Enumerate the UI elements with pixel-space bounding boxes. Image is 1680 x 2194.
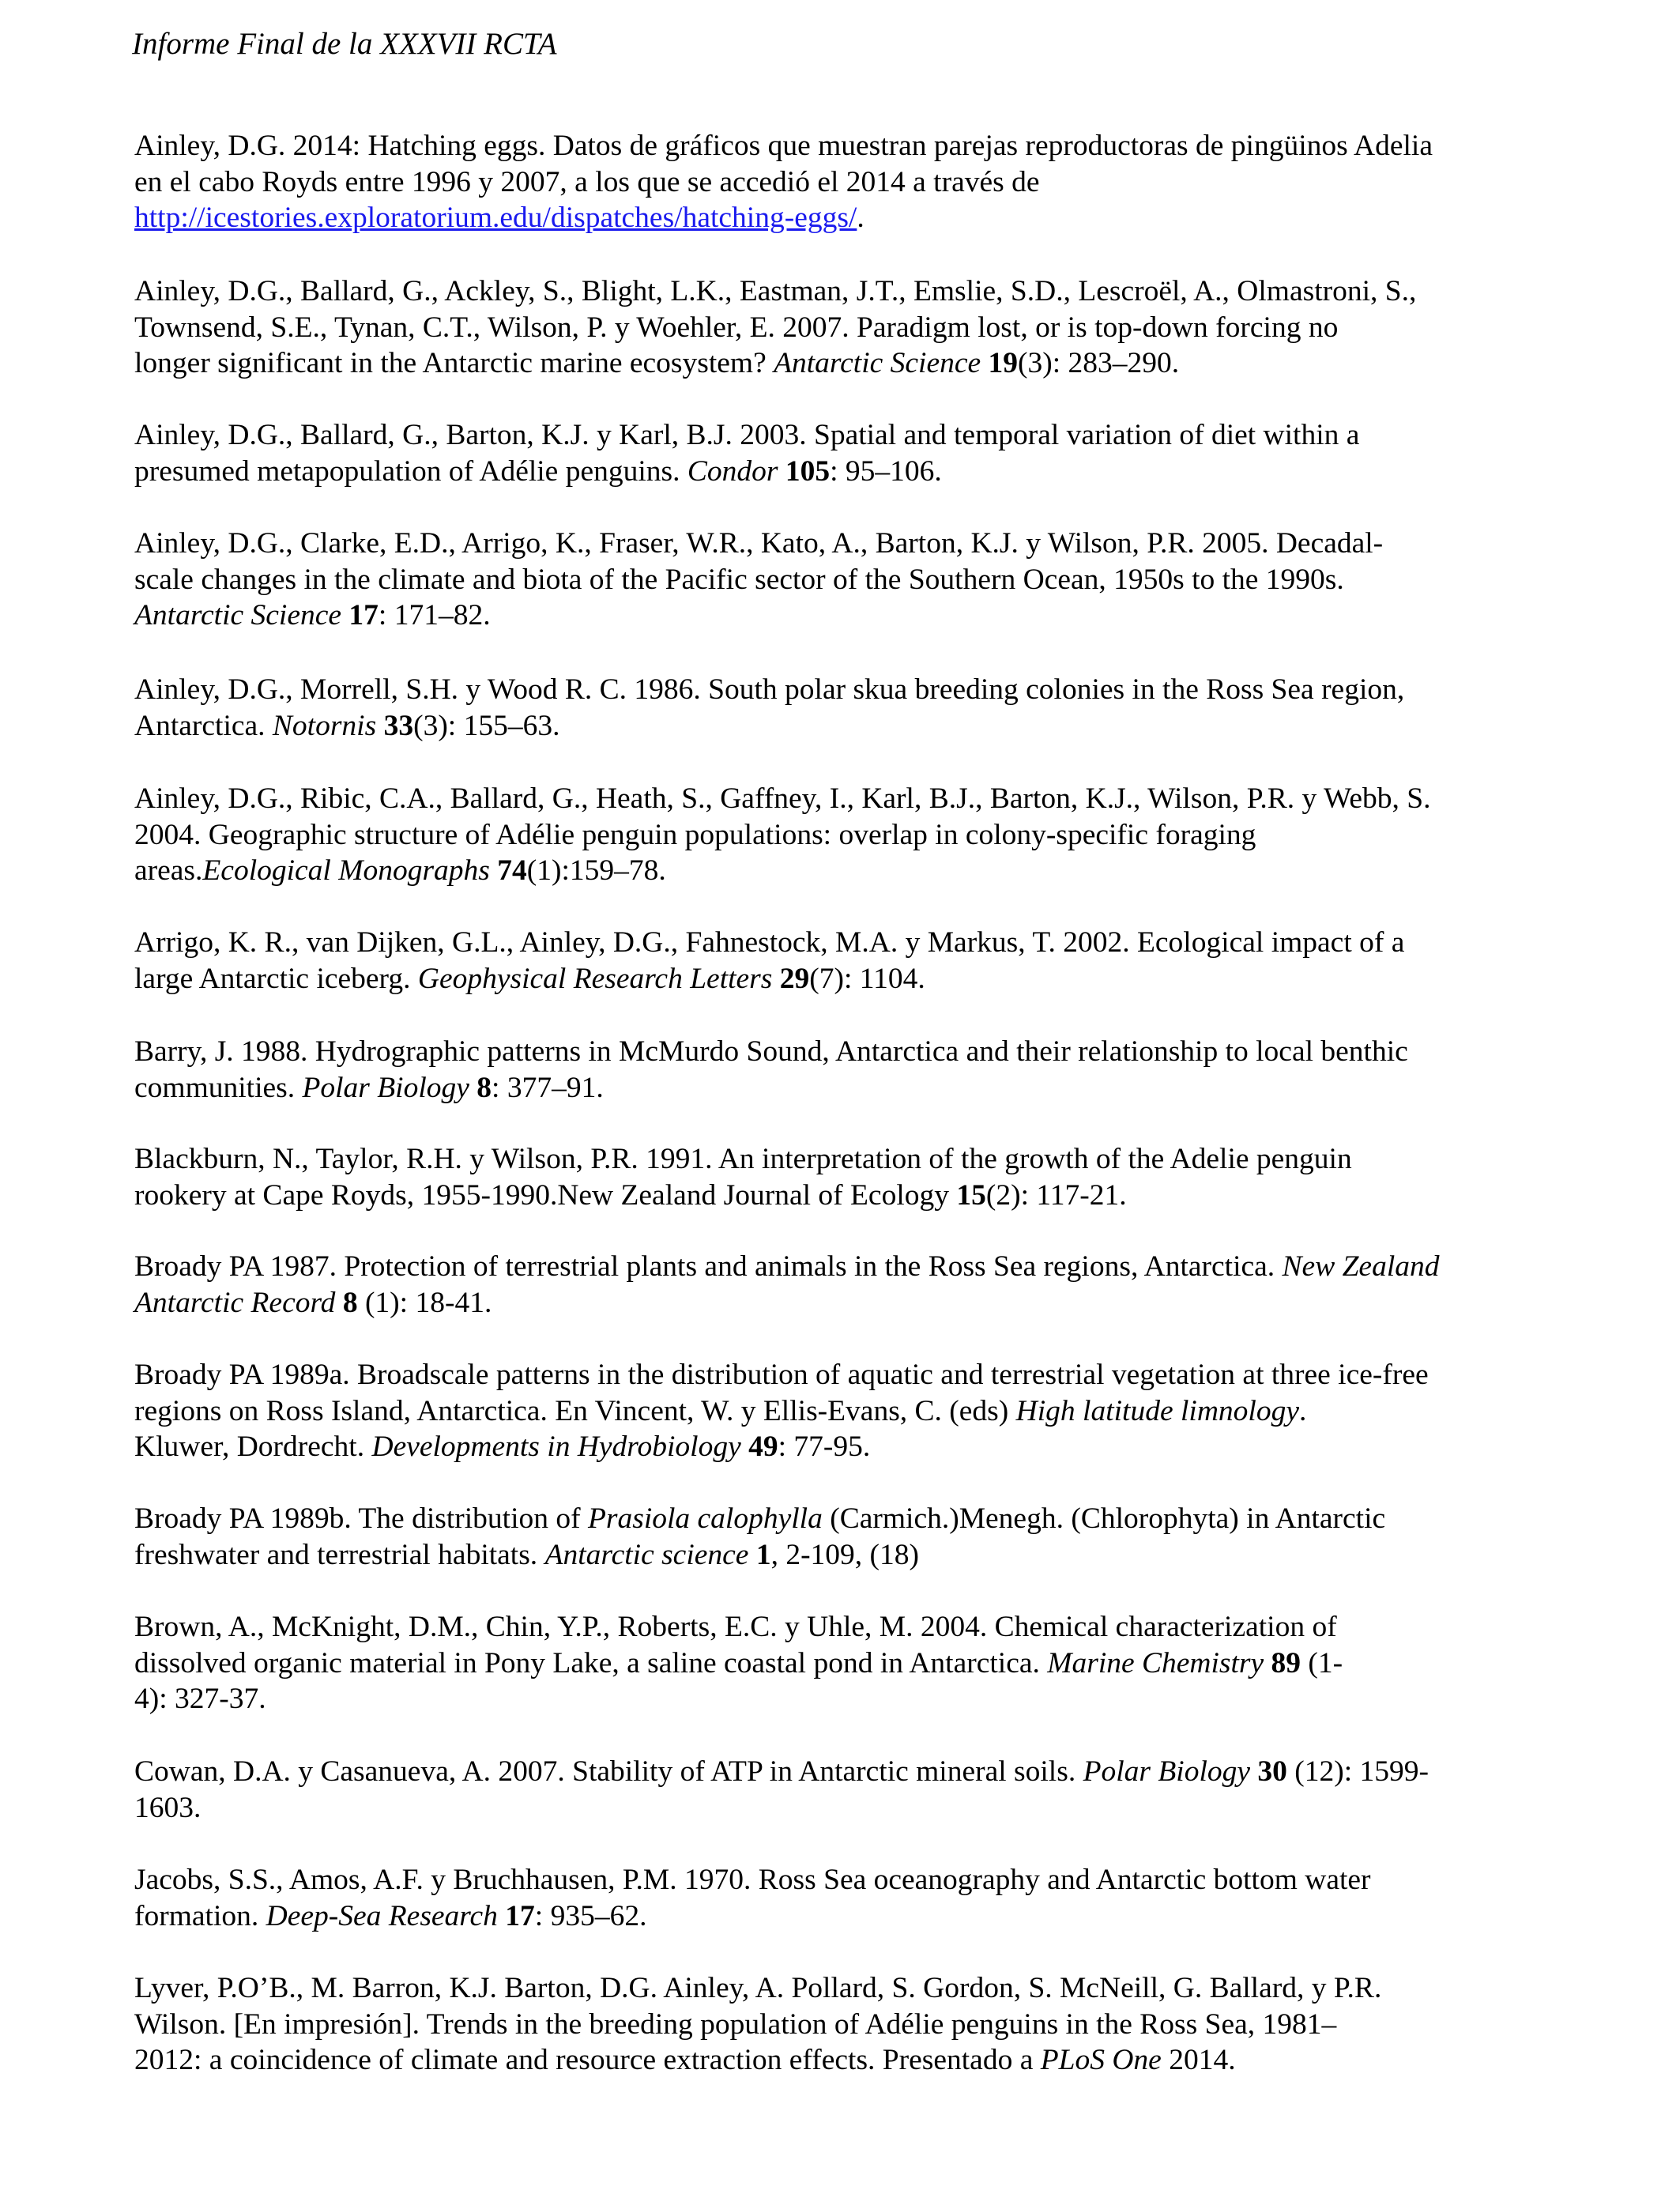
reference-entry: Lyver, P.O’B., M. Barron, K.J. Barton, D.G. Ainley, A. Pollard, S. Gordon, S. McNeill, G. Ballard, y P.R. Wilson. [En impresión]. Trends in the breeding population of Adélie penguins in the Ross Sea, 1981– 2012: a coincidence of climate and resource extraction effects. Presentado a PLoS One 2014. xyxy=(134,1972,1382,2076)
reference-entry: Brown, A., McKnight, D.M., Chin, Y.P., Roberts, E.C. y Uhle, M. 2004. Chemical characterization of dissolved organic material in Pony Lake, a saline coastal pond in Antarctica. Marine Chemistry 89 (1- 4): 327-37. xyxy=(134,1611,1343,1715)
reference-entry: Cowan, D.A. y Casanueva, A. 2007. Stability of ATP in Antarctic mineral soils. Polar Biology 30 (12): 1599- 1603. xyxy=(134,1755,1430,1824)
reference-entry: Ainley, D.G., Clarke, E.D., Arrigo, K., Fraser, W.R., Kato, A., Barton, K.J. y Wilson, P.R. 2005. Decadal- scale changes in the climate and biota of the Pacific sector of the Southern Ocean, 1950s to the 1990s. Antarctic Science 17: 171–82. xyxy=(134,527,1384,631)
reference-entry: Ainley, D.G., Morrell, S.H. y Wood R. C. 1986. South polar skua breeding colonies in the Ross Sea region, Antarctica. Notornis 33(3): 155–63. xyxy=(134,673,1405,742)
running-header: Informe Final de la XXXVII RCTA xyxy=(132,27,557,61)
reference-entry: Barry, J. 1988. Hydrographic patterns in McMurdo Sound, Antarctica and their relationship to local benthic communities. Polar Biology 8: 377–91. xyxy=(134,1035,1408,1104)
reference-entry: Blackburn, N., Taylor, R.H. y Wilson, P.R. 1991. An interpretation of the growth of the Adelie penguin rookery at Cape Royds, 1955-1990.New Zealand Journal of Ecology 15(2): 117-21. xyxy=(134,1143,1352,1212)
reference-entry: Ainley, D.G., Ballard, G., Barton, K.J. y Karl, B.J. 2003. Spatial and temporal variation of diet within a presumed metapopulation of Adélie penguins. Condor 105: 95–106. xyxy=(134,419,1360,488)
reference-entry: Jacobs, S.S., Amos, A.F. y Bruchhausen, P.M. 1970. Ross Sea oceanography and Antarctic bottom water formation. Deep-Sea Research 17: 935–62. xyxy=(134,1864,1371,1932)
reference-entry: Broady PA 1987. Protection of terrestrial plants and animals in the Ross Sea regions, Antarctica. New Zealand Antarctic Record 8 (1): 18-41. xyxy=(134,1250,1440,1319)
reference-entry: Broady PA 1989a. Broadscale patterns in the distribution of aquatic and terrestrial vegetation at three ice-free regions on Ross Island, Antarctica. En Vincent, W. y Ellis-Evans, C. (eds) High latitude limnology. Kluwer, Dordrecht. Developments in Hydrobiology 49: 77-95. xyxy=(134,1359,1429,1463)
reference-entry: Broady PA 1989b. The distribution of Prasiola calophylla (Carmich.)Menegh. (Chlorophyta) in Antarctic freshwater and terrestrial habitats. Antarctic science 1, 2-109, (18) xyxy=(134,1502,1386,1571)
reference-entry: Ainley, D.G. 2014: Hatching eggs. Datos de gráficos que muestran parejas reproductoras de pingüinos Adelia en el cabo Royds entre 1996 y 2007, a los que se accedió el 2014 a través de http://icestories.exploratorium.edu/dispatches/hatching-eggs/. xyxy=(134,130,1433,234)
hatching-eggs-link[interactable]: http://icestories.exploratorium.edu/dispatches/hatching-eggs/ xyxy=(134,202,857,234)
reference-entry: Ainley, D.G., Ribic, C.A., Ballard, G., Heath, S., Gaffney, I., Karl, B.J., Barton, K.J., Wilson, P.R. y Webb, S. 2004. Geographic structure of Adélie penguin populations: overlap in colony-specific foraging areas.Ecological Monographs 74(1):159–78. xyxy=(134,782,1431,887)
reference-entry: Ainley, D.G., Ballard, G., Ackley, S., Blight, L.K., Eastman, J.T., Emslie, S.D., Lescroël, A., Olmastroni, S., Townsend, S.E., Tynan, C.T., Wilson, P. y Woehler, E. 2007. Paradigm lost, or is top-down forcing no longer significant in the Antarctic marine ecosystem? Antarctic Science 19(3): 283–290. xyxy=(134,275,1417,379)
reference-entry: Arrigo, K. R., van Dijken, G.L., Ainley, D.G., Fahnestock, M.A. y Markus, T. 2002. Ecological impact of a large Antarctic iceberg. Geophysical Research Letters 29(7): 1104. xyxy=(134,926,1405,995)
